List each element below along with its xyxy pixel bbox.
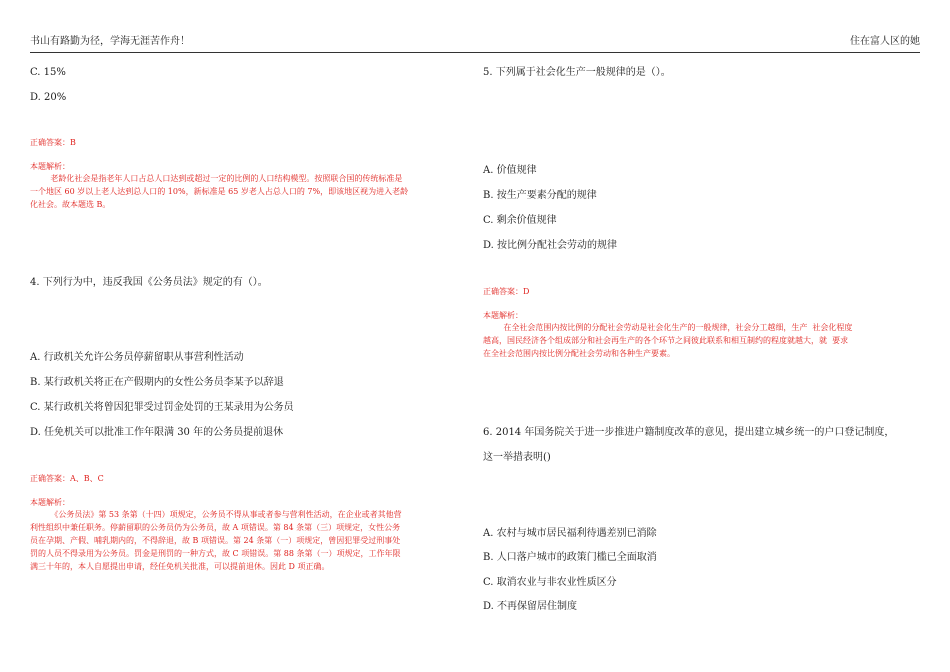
page-header [30, 32, 920, 50]
q5-option-a: A. 价值规律 [483, 165, 537, 176]
q6-option-b: B. 人口落户城市的政策门槛已全面取消 [483, 552, 657, 563]
q3-option-c: C. 15% [30, 67, 66, 78]
q4-option-b: B. 某行政机关将正在产假期内的女性公务员李某予以辞退 [30, 377, 284, 388]
header-motto: 书山有路勤为径，学海无涯苦作舟！ [30, 36, 190, 47]
q3-explanation-line: 老龄化社会是指老年人口占总人口达到或超过一定的比例的人口结构模型。按照联合国的传统标准是 [30, 174, 403, 183]
q4-explanation-title: 本题解析： [30, 498, 70, 507]
q3-explanation-line: 一个地区 60 岁以上老人达到总人口的 10%，新标准是 65 岁老人占总人口的 7%，即该地区视为进入老龄 [30, 187, 409, 196]
q4-explanation-line: 罚的人员不得录用为公务员。罚金是刑罚的一种方式，故 C 项错误。第 88 条第（一）项规定，工作年限 [30, 549, 401, 558]
q5-option-d: D. 按比例分配社会劳动的规律 [483, 240, 618, 251]
q4-explanation-line: 利性组织中兼任职务。停薪留职的公务员仍为公务员，故 A 项错误。第 84 条第（三）项规定，女性公务 [30, 523, 401, 532]
q4-option-c: C. 某行政机关将曾因犯罪受过罚金处罚的王某录用为公务员 [30, 402, 294, 413]
q6-option-d: D. 不再保留居住制度 [483, 601, 578, 612]
q4-explanation-line: 满三十年的，本人自愿提出申请，经任免机关批准，可以提前退休。因此 D 项正确。 [30, 562, 330, 571]
q6-option-a: A. 农村与城市居民福利待遇差别已消除 [483, 528, 657, 539]
q4-explanation-line: 员在孕期、产假、哺乳期内的，不得辞退，故 B 项错误。第 24 条第（一）项规定，曾因犯罪受过刑事处 [30, 536, 401, 545]
q3-option-d: D. 20% [30, 92, 67, 103]
q4-option-a: A. 行政机关允许公务员停薪留职从事营利性活动 [30, 352, 244, 363]
header-divider [30, 52, 920, 53]
q4-question: 4. 下列行为中，违反我国《公务员法》规定的有（）。 [30, 277, 268, 288]
q3-explanation-line: 化社会。故本题选 B。 [30, 200, 111, 209]
q5-option-c: C. 剩余价值规律 [483, 215, 557, 226]
q5-explanation-line: 越高，国民经济各个组成部分和社会再生产的各个环节之间彼此联系和相互制约的程度就越大，就 要求 [483, 336, 849, 345]
q6-question-line: 这一举措表明() [483, 452, 551, 463]
q4-option-d: D. 任免机关可以批准工作年限满 30 年的公务员提前退休 [30, 427, 284, 438]
q5-explanation-line: 在全社会范围内按比例分配社会劳动和各种生产要素。 [483, 349, 675, 358]
q5-explanation-line: 在全社会范围内按比例的分配社会劳动是社会化生产的一般规律，社会分工越细，生产 社会化程度 [483, 323, 853, 332]
q3-explanation-title: 本题解析： [30, 162, 70, 171]
q6-question-line: 6. 2014 年国务院关于进一步推进户籍制度改革的意见，提出建立城乡统一的户口登记制度， [483, 427, 895, 438]
q6-option-c: C. 取消农业与非农业性质区分 [483, 577, 617, 588]
q4-explanation-line: 《公务员法》第 53 条第（十四）项规定，公务员不得从事或者参与营利性活动，在企业或者其他营 [30, 510, 402, 519]
q5-option-b: B. 按生产要素分配的规律 [483, 190, 597, 201]
q5-question: 5. 下列属于社会化生产一般规律的是（）。 [483, 67, 671, 78]
q5-answer: 正确答案：D [483, 287, 530, 296]
q4-answer: 正确答案：A、B、C [30, 474, 104, 483]
header-author: 住在富人区的她 [850, 36, 920, 47]
q5-explanation-title: 本题解析： [483, 311, 523, 320]
q3-answer: 正确答案：B [30, 138, 76, 147]
